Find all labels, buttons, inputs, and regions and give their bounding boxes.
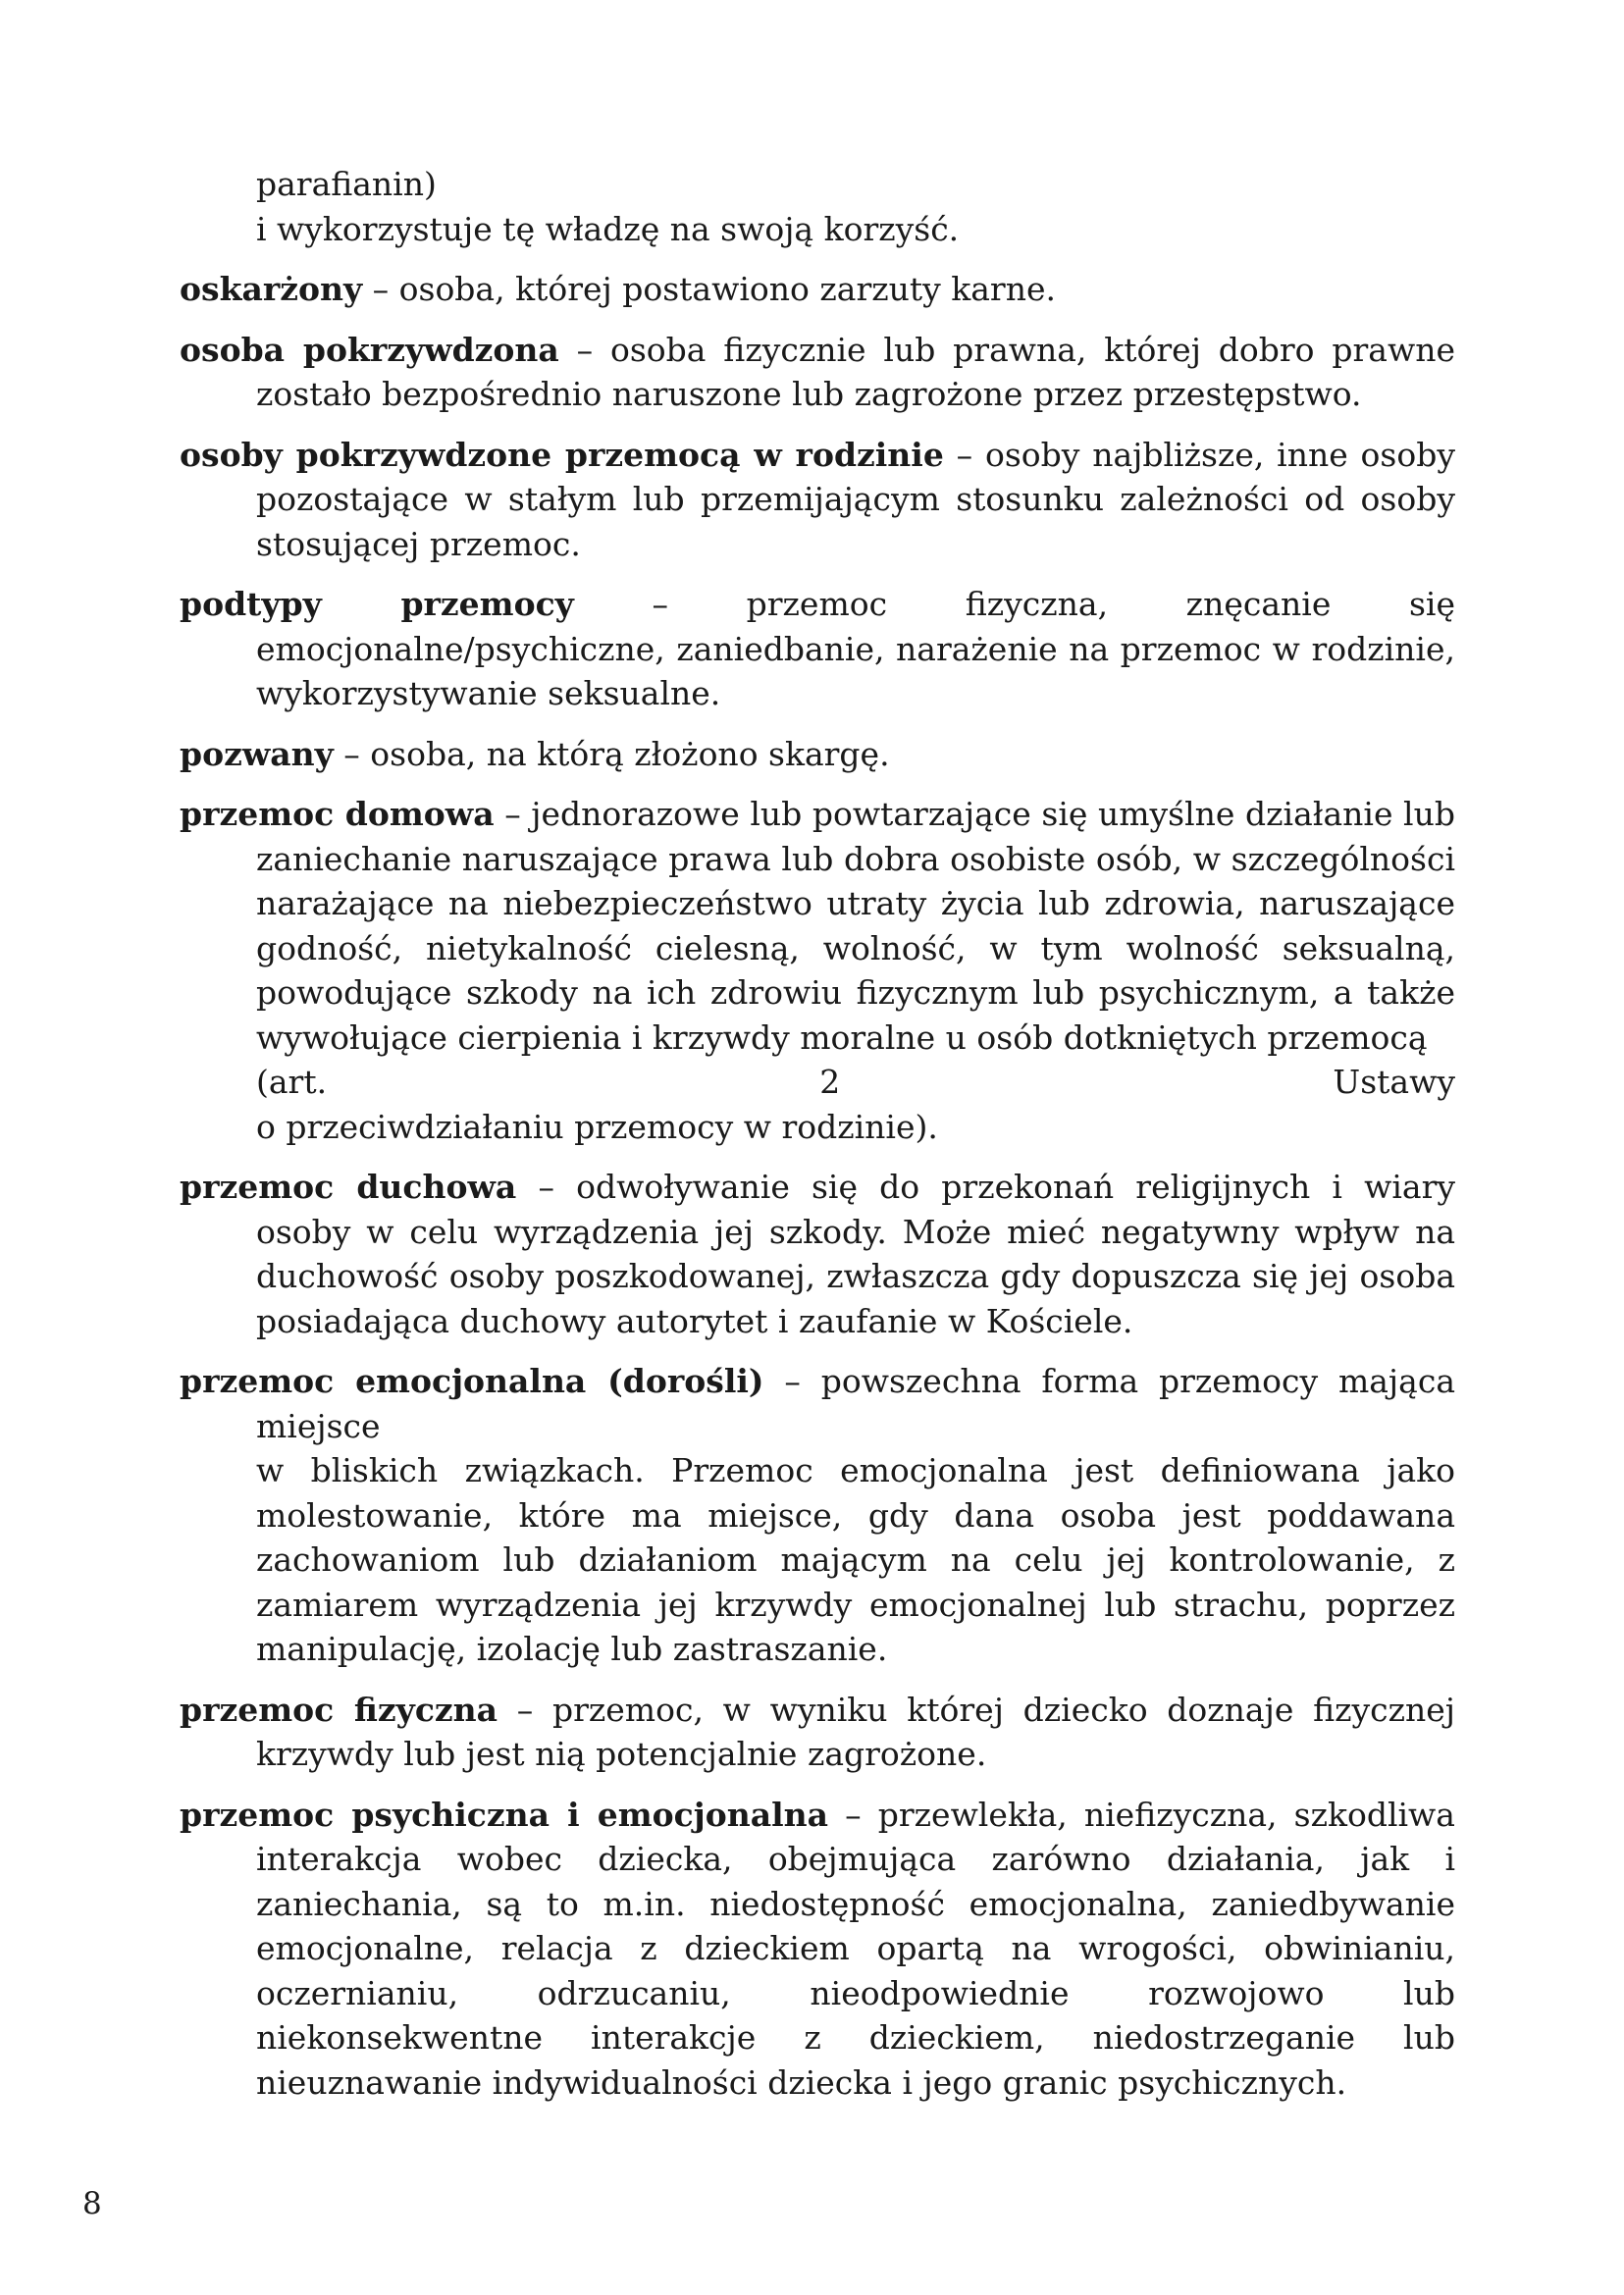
glossary-entry-oskarzony	[180, 267, 1455, 312]
spread-word: (art.	[256, 1063, 328, 1101]
glossary-entry-przemoc-psychiczna	[180, 1793, 1455, 2106]
glossary-term: przemoc domowa	[180, 795, 495, 833]
term-dash: –	[956, 435, 973, 474]
glossary-definition: przemoc fizyczna, znęcanie się emocjonalne/psychiczne, zaniedbanie, narażenie na przemoc w rodzinie, wykorzystywanie seksualne.	[256, 585, 1455, 712]
glossary-definition: przemoc, w wyniku której dziecko doznaje fizycznej krzywdy lub jest nią potencjalnie zagrożone.	[256, 1690, 1455, 1773]
term-dash: –	[343, 734, 360, 773]
glossary-entry-osoba-pokrzywdzona	[180, 328, 1455, 417]
term-dash: –	[372, 270, 390, 308]
glossary-definition: powszechna forma przemocy mająca miejsce	[256, 1362, 1455, 1445]
glossary-entry-przemoc-duchowa	[180, 1165, 1455, 1343]
glossary-term: pozwany	[180, 734, 334, 773]
term-dash: –	[784, 1362, 801, 1400]
continued-definition	[180, 162, 1455, 251]
continued-line: parafianin)	[256, 165, 437, 203]
glossary-entry-przemoc-domowa	[180, 792, 1455, 1149]
glossary-term: osoby pokrzywdzone przemocą w rodzinie	[180, 435, 944, 474]
term-dash: –	[504, 795, 521, 833]
glossary-entry-osoby-pokrzywdzone	[180, 433, 1455, 567]
glossary-definition: osoby najbliższe, inne osoby pozostające w stałym lub przemijającym stosunku zależności od osoby stosującej przemoc.	[256, 435, 1455, 563]
spread-word: 2	[819, 1063, 841, 1101]
glossary-term: przemoc fizyczna	[180, 1690, 498, 1729]
term-dash: –	[538, 1168, 554, 1206]
glossary-term: oskarżony	[180, 270, 363, 308]
glossary-entry-przemoc-fizyczna	[180, 1688, 1455, 1777]
glossary-definition: odwoływanie się do przekonań religijnych i wiary osoby w celu wyrządzenia jej szkody. Może mieć negatywny wpływ na duchowość osoby poszkodowanej, zwłaszcza gdy dopuszcza się jej osoba posiadająca duchowy autorytet i zaufanie w Kościele.	[256, 1168, 1455, 1340]
glossary-term: podtypy przemocy	[180, 585, 574, 623]
continued-line: i wykorzystuje tę władzę na swoją korzyść.	[256, 209, 960, 248]
page-number: 8	[82, 2186, 102, 2221]
term-dash: –	[652, 585, 668, 623]
term-dash: –	[845, 1795, 862, 1834]
glossary-definition: osoba, której postawiono zarzuty karne.	[398, 270, 1056, 308]
glossary-term: przemoc psychiczna i emocjonalna	[180, 1795, 828, 1834]
glossary-definition-continued: w bliskich związkach. Przemoc emocjonalna jest definiowana jako molestowanie, które ma miejsce, gdy dana osoba jest poddawana zachowaniom lub działaniom mającym na celu jej kontrolowanie, z zamiarem wyrządzenia jej krzywdy emocjonalnej lub strachu, poprzez manipulację, izolację lub zastraszanie.	[256, 1451, 1455, 1668]
glossary-definition: jednorazowe lub powtarzające się umyślne działanie lub zaniechanie naruszające prawa lub dobra osobiste osób, w szczególności narażające na niebezpieczeństwo utraty życia lub zdrowia, naruszające godność, nietykalność cielesną, wolność, w tym wolność seksualną, powodujące szkody na ich zdrowiu fizycznym lub psychicznym, a także wywołujące cierpienia i krzywdy moralne u osób dotkniętych przemocą	[256, 795, 1455, 1057]
glossary-definition: przewlekła, niefizyczna, szkodliwa interakcja wobec dziecka, obejmująca zarówno działania, jak i zaniechania, są to m.in. niedostępność emocjonalna, zaniedbywanie emocjonalne, relacja z dzieckiem opartą na wrogości, obwinianiu, oczernianiu, odrzucaniu, nieodpowiednie rozwojowo lub niekonsekwentne interakcje z dzieckiem, niedostrzeganie lub nieuznawanie indywidualności dziecka i jego granic psychicznych.	[256, 1795, 1455, 2102]
spread-word: Ustawy	[1333, 1063, 1455, 1101]
term-dash: –	[516, 1690, 534, 1729]
glossary-definition: osoba, na którą złożono skargę.	[370, 734, 890, 773]
glossary-term: osoba pokrzywdzona	[180, 330, 559, 369]
definition-final-line: o przeciwdziałaniu przemocy w rodzinie).	[256, 1107, 938, 1146]
spread-line	[256, 1060, 1455, 1105]
glossary-entry-pozwany	[180, 732, 1455, 777]
glossary-content	[180, 162, 1455, 2120]
glossary-definition: osoba fizycznie lub prawna, której dobro prawne zostało bezpośrednio naruszone lub zagrożone przez przestępstwo.	[256, 330, 1455, 413]
glossary-entry-przemoc-emocjonalna-dorosli	[180, 1359, 1455, 1672]
term-dash: –	[576, 330, 594, 369]
glossary-term: przemoc emocjonalna (dorośli)	[180, 1362, 764, 1400]
glossary-term: przemoc duchowa	[180, 1168, 517, 1206]
glossary-entry-podtypy-przemocy	[180, 582, 1455, 716]
